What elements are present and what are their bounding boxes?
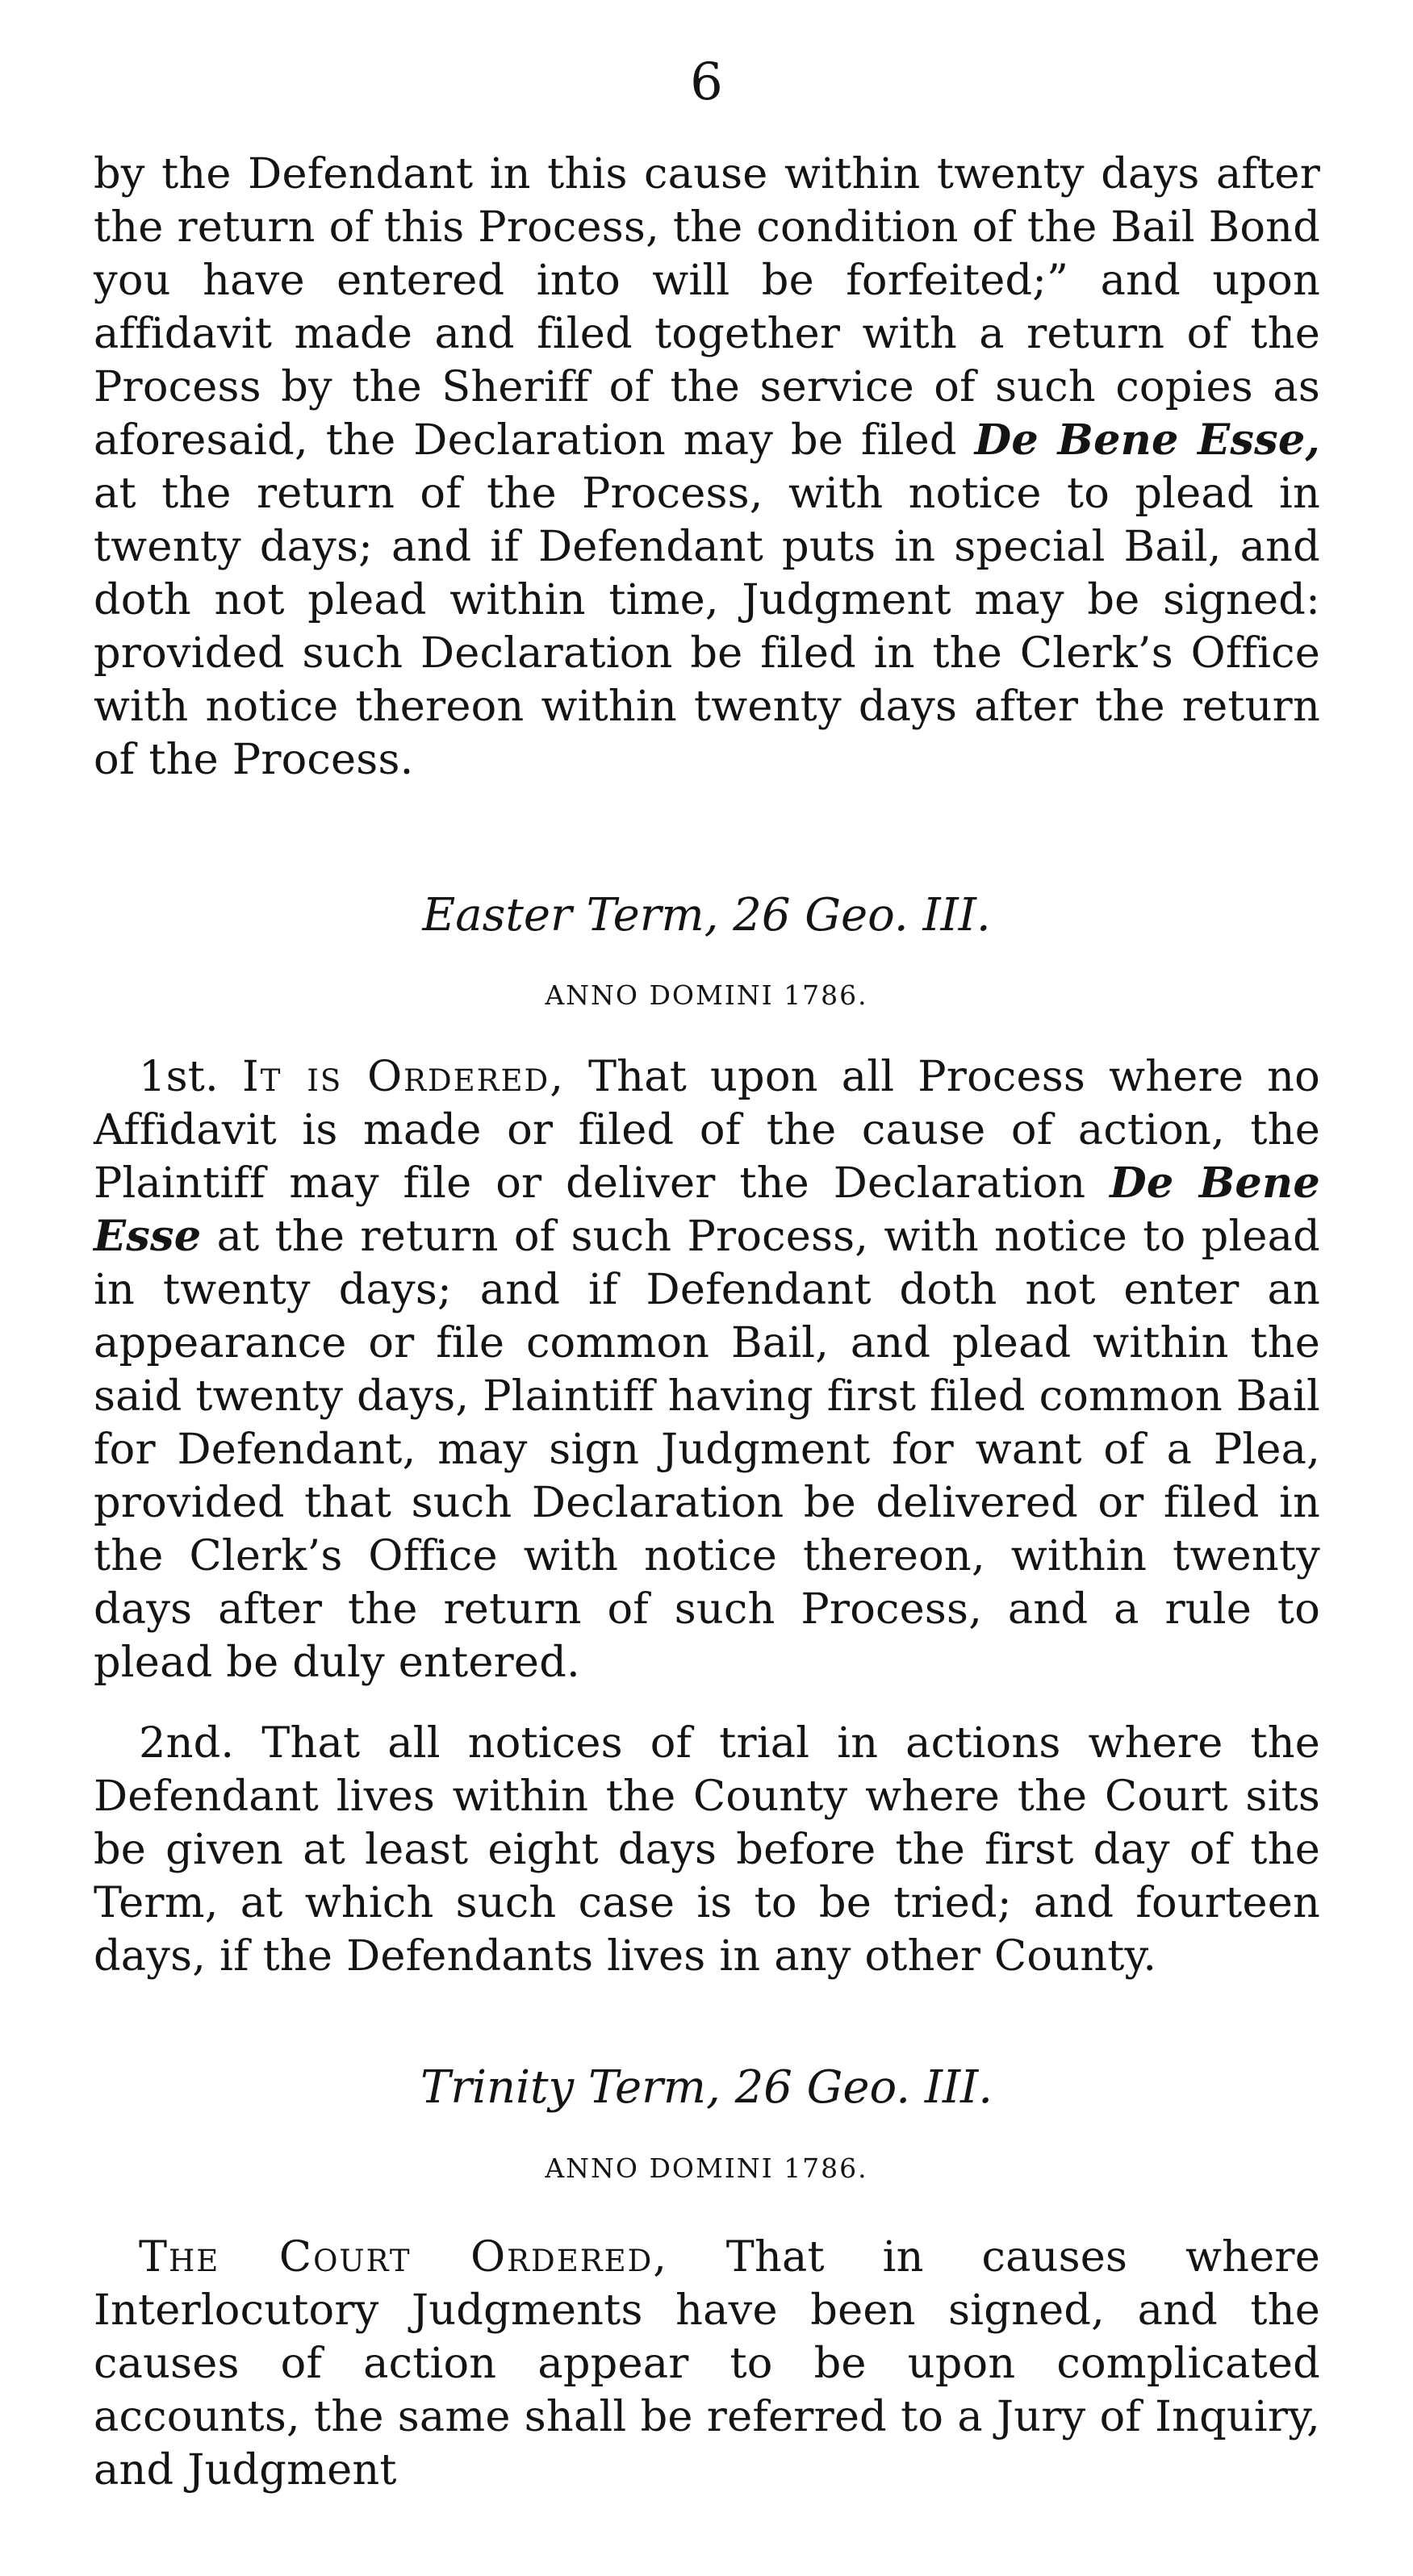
trinity-term-heading: Trinity Term, 26 Geo. III. (420, 2061, 993, 2114)
rule-1-lead-smallcaps: It is Ordered, (242, 1052, 565, 1101)
easter-rule-1 (94, 1050, 1320, 1689)
rule-1-de-bene-esse: De Bene Esse (94, 1159, 1320, 1261)
continuation-text-part1: by the Defendant in this cause within twenty days after the return of this Process, the condition of the Bail Bond you have entered into will be forfeited;” and upon affidavit made and filed together with a return of the Process by the Sheriff of the service of such copies as aforesaid, the Declaration may be filed (94, 149, 1320, 465)
rule-1-text-part2: at the return of such Process, with notice to plead in twenty days; and if Defendant doth not enter an appearance or file common Bail, and plead within the said twenty days, Plaintiff having first filed common Bail for Defendant, may sign Judgment for want of a Plea, provided that such Declaration be delivered or filed in the Clerk’s Office with notice thereon, within twenty days after the return of such Process, and a rule to plead be duly entered. (94, 1212, 1320, 1687)
trinity-rule-lead-smallcaps: The Court Ordered, (139, 2232, 668, 2282)
page-number: 6 (690, 52, 723, 112)
rule-1-number: 1st. (139, 1052, 219, 1101)
easter-term-heading: Easter Term, 26 Geo. III. (422, 889, 991, 941)
continuation-paragraph (94, 148, 1320, 787)
easter-rule-2: 2nd. That all notices of trial in actions where the Defendant lives within the County where the Court sits be given at least eight days before the first day of the Term, at which such case is to be tried; and fourteen days, if the Defendants lives in any other County. (94, 1718, 1320, 1981)
trinity-rule (94, 2231, 1320, 2497)
de-bene-esse-italic: De Bene Esse, (974, 415, 1320, 465)
continuation-text-part2: at the return of the Process, with notice to plead in twenty days; and if Defendant puts in special Bail, and doth not plead within time, Judgment may be signed: provided such Declaration be filed in the Clerk’s Office with notice thereon within twenty days after the return of the Process. (94, 469, 1320, 784)
rule-1-text-part1: That upon all Process where no Affidavit is made or filed of the cause of action, the Plaintiff may file or deliver the Declaration (94, 1052, 1320, 1208)
easter-anno-domini: ANNO DOMINI 1786. (545, 979, 868, 1011)
trinity-rule-text: That in causes where Interlocutory Judgments have been signed, and the causes of action appear to be upon complicated accounts, the same shall be referred to a Jury of Inquiry, and Judgment (94, 2232, 1320, 2495)
trinity-anno-domini: ANNO DOMINI 1786. (545, 2152, 868, 2184)
